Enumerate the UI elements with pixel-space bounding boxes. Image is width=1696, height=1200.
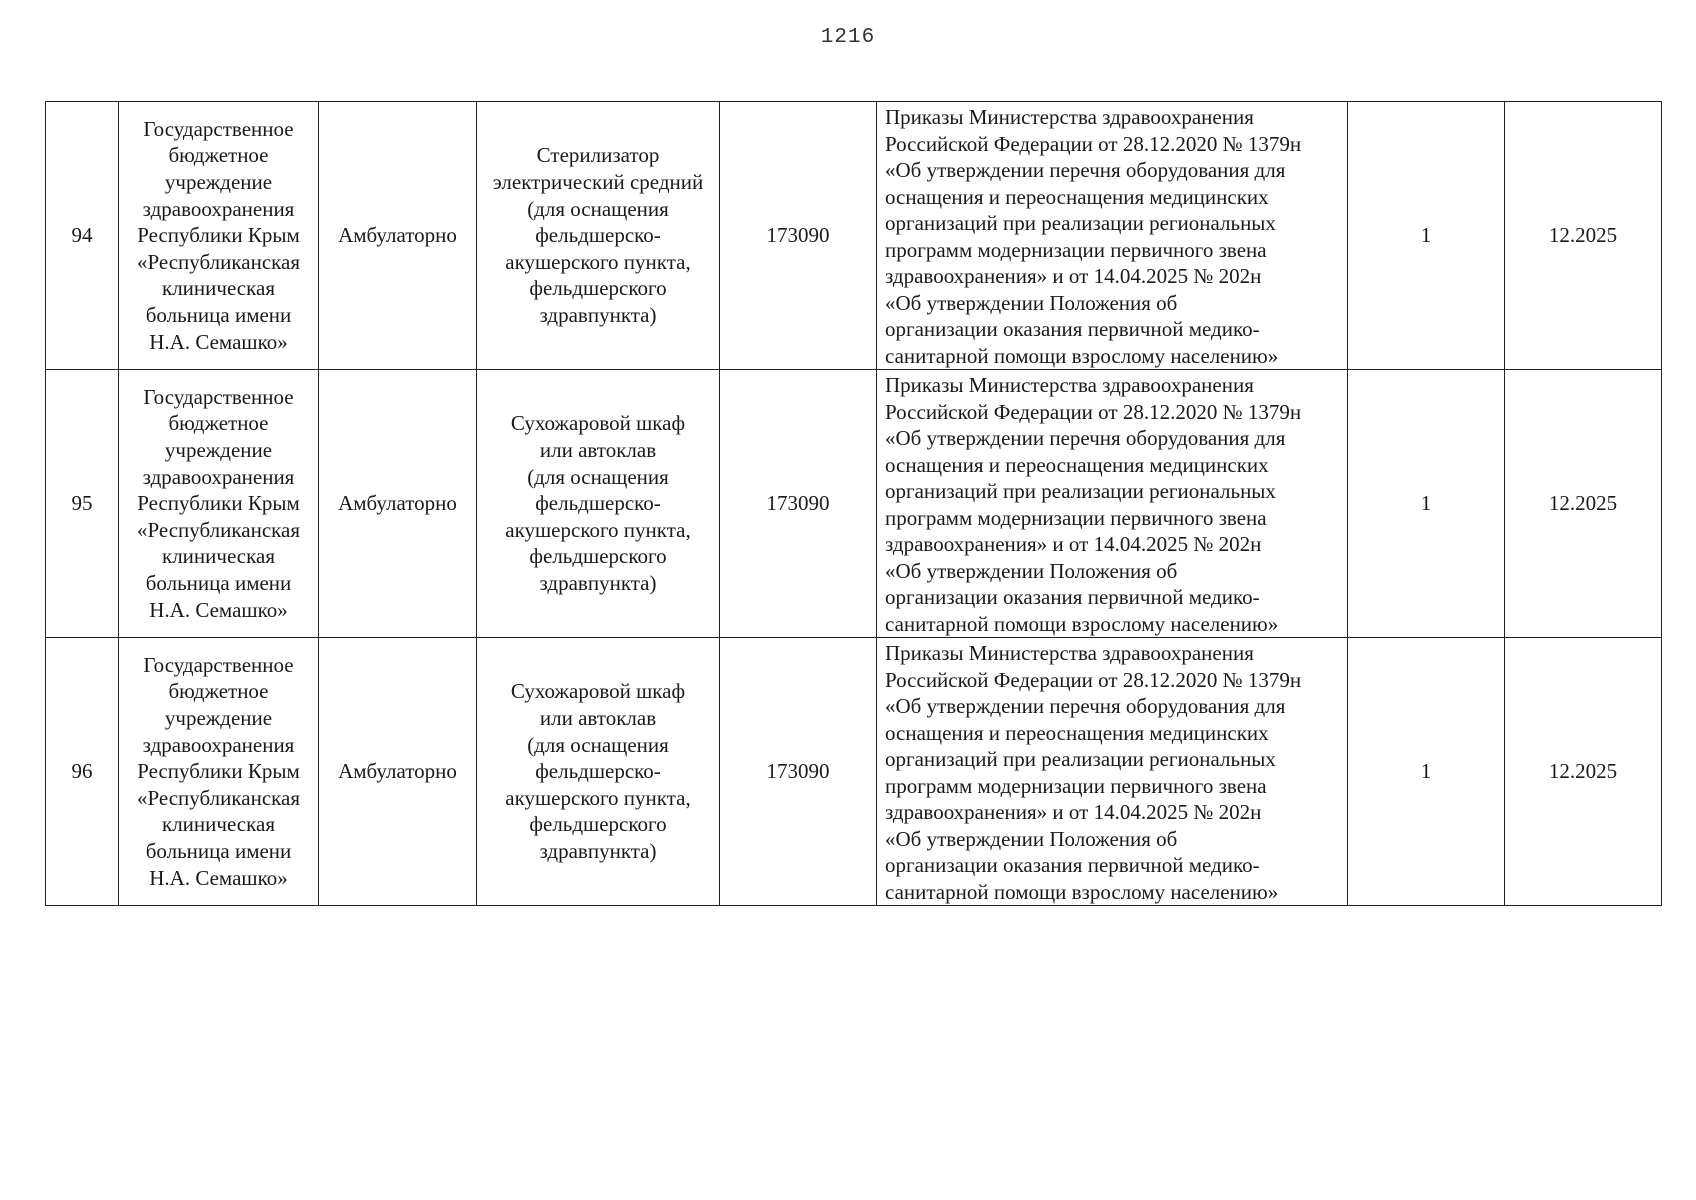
row-index: 94 <box>46 102 119 370</box>
legal-basis-line: Приказы Министерства здравоохранения <box>885 105 1254 129</box>
legal-basis-line: программ модернизации первичного звена <box>885 237 1267 262</box>
legal-basis-line: Приказы Министерства здравоохранения <box>885 373 1254 397</box>
row-index: 96 <box>46 638 119 906</box>
legal-basis-line: оснащения и переоснащения медицинских <box>885 452 1269 477</box>
code-cell: 173090 <box>720 638 877 906</box>
legal-basis-line: «Об утверждении перечня оборудования для <box>885 426 1286 450</box>
code-cell: 173090 <box>720 370 877 638</box>
care-form-cell: Амбулаторно <box>319 102 477 370</box>
organization-line: клиническая <box>162 276 275 301</box>
organization-line: Н.А. Семашко» <box>149 329 288 354</box>
equipment-cell <box>477 370 720 638</box>
equipment-line: Сухожаровой шкаф <box>510 679 686 704</box>
legal-basis-line: организаций при реализации региональных <box>885 479 1276 503</box>
legal-basis-line: санитарной помощи взрослому населению» <box>885 611 1279 636</box>
organization-line: Республики Крым <box>137 759 300 784</box>
organization-line: Государственное <box>143 116 294 141</box>
equipment-line: здравпункта) <box>539 302 657 327</box>
legal-basis-line: здравоохранения» и от 14.04.2025 № 202н <box>885 532 1262 556</box>
legal-basis-line: Российской Федерации от 28.12.2020 № 1379н <box>885 399 1302 424</box>
legal-basis-line: организаций при реализации региональных <box>885 211 1276 235</box>
legal-basis-line: санитарной помощи взрослому населению» <box>885 879 1279 904</box>
date-cell: 12.2025 <box>1505 102 1662 370</box>
code-cell: 173090 <box>720 102 877 370</box>
organization-line: «Республиканская <box>136 785 301 810</box>
organization-line: учреждение <box>164 170 273 195</box>
legal-basis-line: «Об утверждении Положения об <box>885 290 1178 315</box>
equipment-line: фельдшерского <box>529 276 667 301</box>
table-row <box>46 370 1662 638</box>
organization-line: здравоохранения <box>142 196 295 221</box>
organization-line: бюджетное <box>168 411 269 436</box>
legal-basis-line: санитарной помощи взрослому населению» <box>885 343 1279 368</box>
equipment-line: фельдшерско- <box>535 759 661 784</box>
legal-basis-line: здравоохранения» и от 14.04.2025 № 202н <box>885 264 1262 288</box>
organization-line: учреждение <box>164 438 273 463</box>
legal-basis-line: организаций при реализации региональных <box>885 747 1276 771</box>
legal-basis-line: здравоохранения» и от 14.04.2025 № 202н <box>885 800 1262 824</box>
organization-line: больница имени <box>145 570 292 595</box>
equipment-line: акушерского пункта, <box>505 517 691 542</box>
legal-basis-cell <box>877 102 1348 370</box>
table-body <box>46 102 1662 906</box>
row-index: 95 <box>46 370 119 638</box>
legal-basis-cell <box>877 370 1348 638</box>
legal-basis-line: Российской Федерации от 28.12.2020 № 1379н <box>885 667 1302 692</box>
organization-line: бюджетное <box>168 143 269 168</box>
equipment-line: акушерского пункта, <box>505 785 691 810</box>
equipment-cell <box>477 638 720 906</box>
equipment-line: или автоклав <box>539 438 657 463</box>
quantity-cell: 1 <box>1348 102 1505 370</box>
organization-line: клиническая <box>162 812 275 837</box>
table-row <box>46 102 1662 370</box>
equipment-line: здравпункта) <box>539 570 657 595</box>
legal-basis-line: оснащения и переоснащения медицинских <box>885 184 1269 209</box>
page-number: 1216 <box>820 26 876 49</box>
organization-line: здравоохранения <box>142 464 295 489</box>
equipment-line: электрический средний <box>492 170 704 195</box>
equipment-table <box>45 101 1662 906</box>
care-form-cell: Амбулаторно <box>319 370 477 638</box>
legal-basis-line: организации оказания первичной медико- <box>885 853 1260 877</box>
equipment-line: (для оснащения <box>527 464 669 489</box>
organization-line: клиническая <box>162 544 275 569</box>
equipment-line: (для оснащения <box>527 196 669 221</box>
organization-line: Н.А. Семашко» <box>149 597 288 622</box>
legal-basis-line: Российской Федерации от 28.12.2020 № 1379н <box>885 131 1302 156</box>
legal-basis-line: Приказы Министерства здравоохранения <box>885 641 1254 665</box>
equipment-line: фельдшерско- <box>535 491 661 516</box>
organization-line: Республики Крым <box>137 491 300 516</box>
equipment-line: (для оснащения <box>527 732 669 757</box>
organization-line: Н.А. Семашко» <box>149 865 288 890</box>
legal-basis-cell <box>877 638 1348 906</box>
equipment-line: Стерилизатор <box>536 143 660 168</box>
organization-line: больница имени <box>145 838 292 863</box>
legal-basis-line: программ модернизации первичного звена <box>885 773 1267 798</box>
organization-line: «Республиканская <box>136 249 301 274</box>
legal-basis-line: «Об утверждении перечня оборудования для <box>885 694 1286 718</box>
equipment-cell <box>477 102 720 370</box>
legal-basis-line: «Об утверждении перечня оборудования для <box>885 158 1286 182</box>
legal-basis-line: организации оказания первичной медико- <box>885 317 1260 341</box>
legal-basis-line: программ модернизации первичного звена <box>885 505 1267 530</box>
equipment-line: Сухожаровой шкаф <box>510 411 686 436</box>
equipment-line: или автоклав <box>539 706 657 731</box>
legal-basis-line: оснащения и переоснащения медицинских <box>885 720 1269 745</box>
quantity-cell: 1 <box>1348 638 1505 906</box>
care-form-cell: Амбулаторно <box>319 638 477 906</box>
organization-line: «Республиканская <box>136 517 301 542</box>
equipment-line: фельдшерско- <box>535 223 661 248</box>
quantity-cell: 1 <box>1348 370 1505 638</box>
organization-line: Государственное <box>143 652 294 677</box>
organization-line: Республики Крым <box>137 223 300 248</box>
organization-cell <box>119 102 319 370</box>
equipment-line: здравпункта) <box>539 838 657 863</box>
table-row <box>46 638 1662 906</box>
legal-basis-line: «Об утверждении Положения об <box>885 826 1178 851</box>
organization-line: бюджетное <box>168 679 269 704</box>
organization-line: учреждение <box>164 706 273 731</box>
organization-line: больница имени <box>145 302 292 327</box>
date-cell: 12.2025 <box>1505 638 1662 906</box>
legal-basis-line: «Об утверждении Положения об <box>885 558 1178 583</box>
legal-basis-line: организации оказания первичной медико- <box>885 585 1260 609</box>
organization-cell <box>119 370 319 638</box>
equipment-line: акушерского пункта, <box>505 249 691 274</box>
organization-line: здравоохранения <box>142 732 295 757</box>
equipment-line: фельдшерского <box>529 812 667 837</box>
organization-cell <box>119 638 319 906</box>
date-cell: 12.2025 <box>1505 370 1662 638</box>
equipment-line: фельдшерского <box>529 544 667 569</box>
organization-line: Государственное <box>143 384 294 409</box>
